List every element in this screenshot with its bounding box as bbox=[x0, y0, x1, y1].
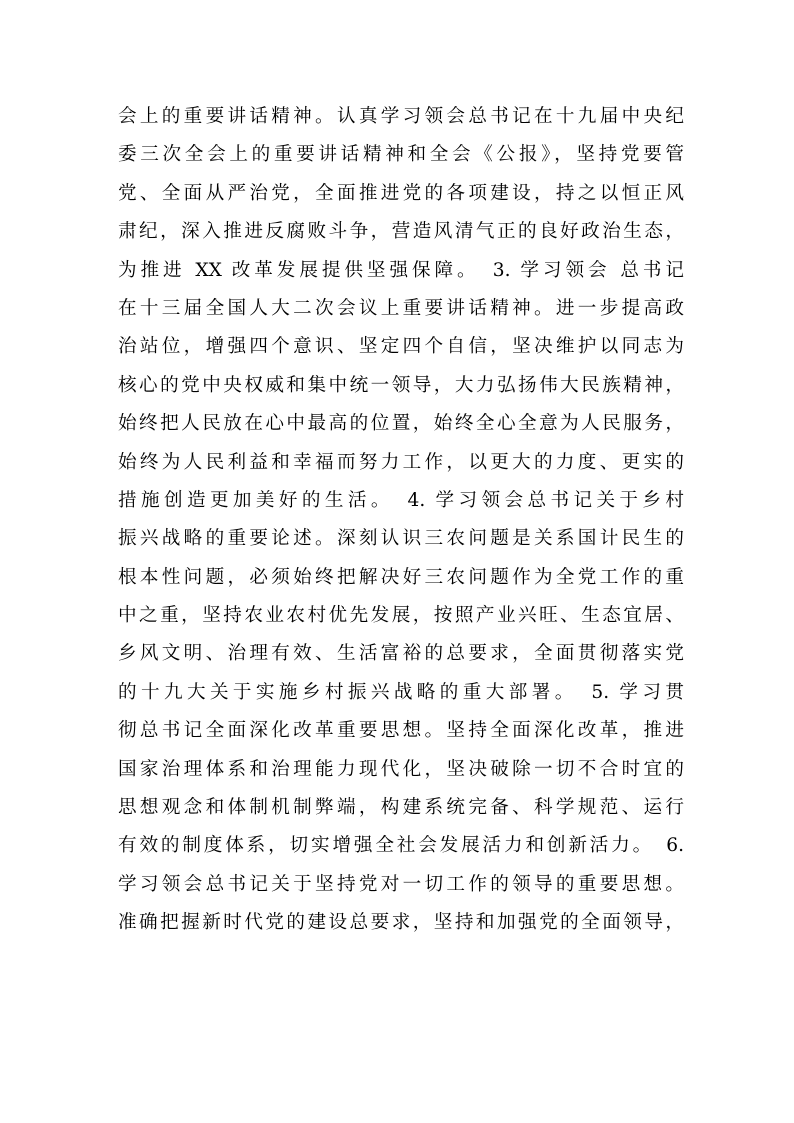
text-line: 治站位，增强四个意识、坚定四个自信，坚决维护以同志为 bbox=[118, 336, 684, 358]
text-line: 肃纪，深入推进反腐败斗争，营造风清气正的良好政治生态， bbox=[118, 221, 684, 243]
text-line: 核心的党中央权威和集中统一领导，大力弘扬伟大民族精神， bbox=[118, 374, 684, 396]
text-line: 彻总书记全面深化改革重要思想。坚持全面深化改革，推进 bbox=[118, 720, 684, 742]
text-line: 乡风文明、治理有效、生活富裕的总要求，全面贯彻落实党 bbox=[118, 643, 684, 665]
text-line: 会上的重要讲话精神。认真学习领会总书记在十九届中央纪 bbox=[118, 106, 684, 127]
text-line: 根本性问题，必须始终把解决好三农问题作为全党工作的重 bbox=[118, 566, 684, 588]
text-line: 振兴战略的重要论述。深刻认识三农问题是关系国计民生的 bbox=[118, 528, 684, 550]
text-line: 始终把人民放在心中最高的位置，始终全心全意为人民服务， bbox=[118, 413, 684, 435]
text-line: 准确把握新时代党的建设总要求，坚持和加强党的全面领导， bbox=[118, 912, 684, 934]
text-line: 为推进 XX 改革发展提供坚强保障。 3. 学习领会 总书记 bbox=[118, 259, 684, 281]
text-line: 始终为人民利益和幸福而努力工作，以更大的力度、更实的 bbox=[118, 451, 684, 473]
text-line: 中之重，坚持农业农村优先发展，按照产业兴旺、生态宜居、 bbox=[118, 605, 684, 627]
text-line: 在十三届全国人大二次会议上重要讲话精神。进一步提高政 bbox=[118, 297, 684, 319]
body-text bbox=[118, 98, 684, 943]
text-line: 思想观念和体制机制弊端，构建系统完备、科学规范、运行 bbox=[118, 797, 684, 819]
text-line: 有效的制度体系，切实增强全社会发展活力和创新活力。 6. bbox=[118, 835, 684, 857]
text-line: 学习领会总书记关于坚持党对一切工作的领导的重要思想。 bbox=[118, 873, 684, 895]
text-line: 委三次全会上的重要讲话精神和全会《公报》，坚持党要管 bbox=[118, 144, 684, 166]
text-line: 国家治理体系和治理能力现代化，坚决破除一切不合时宜的 bbox=[118, 758, 684, 780]
text-line: 措施创造更加美好的生活。 4. 学习领会总书记关于乡村 bbox=[118, 489, 684, 511]
text-line: 党、全面从严治党，全面推进党的各项建设，持之以恒正风 bbox=[118, 182, 684, 204]
text-line: 的十九大关于实施乡村振兴战略的重大部署。 5. 学习贯 bbox=[118, 681, 684, 703]
